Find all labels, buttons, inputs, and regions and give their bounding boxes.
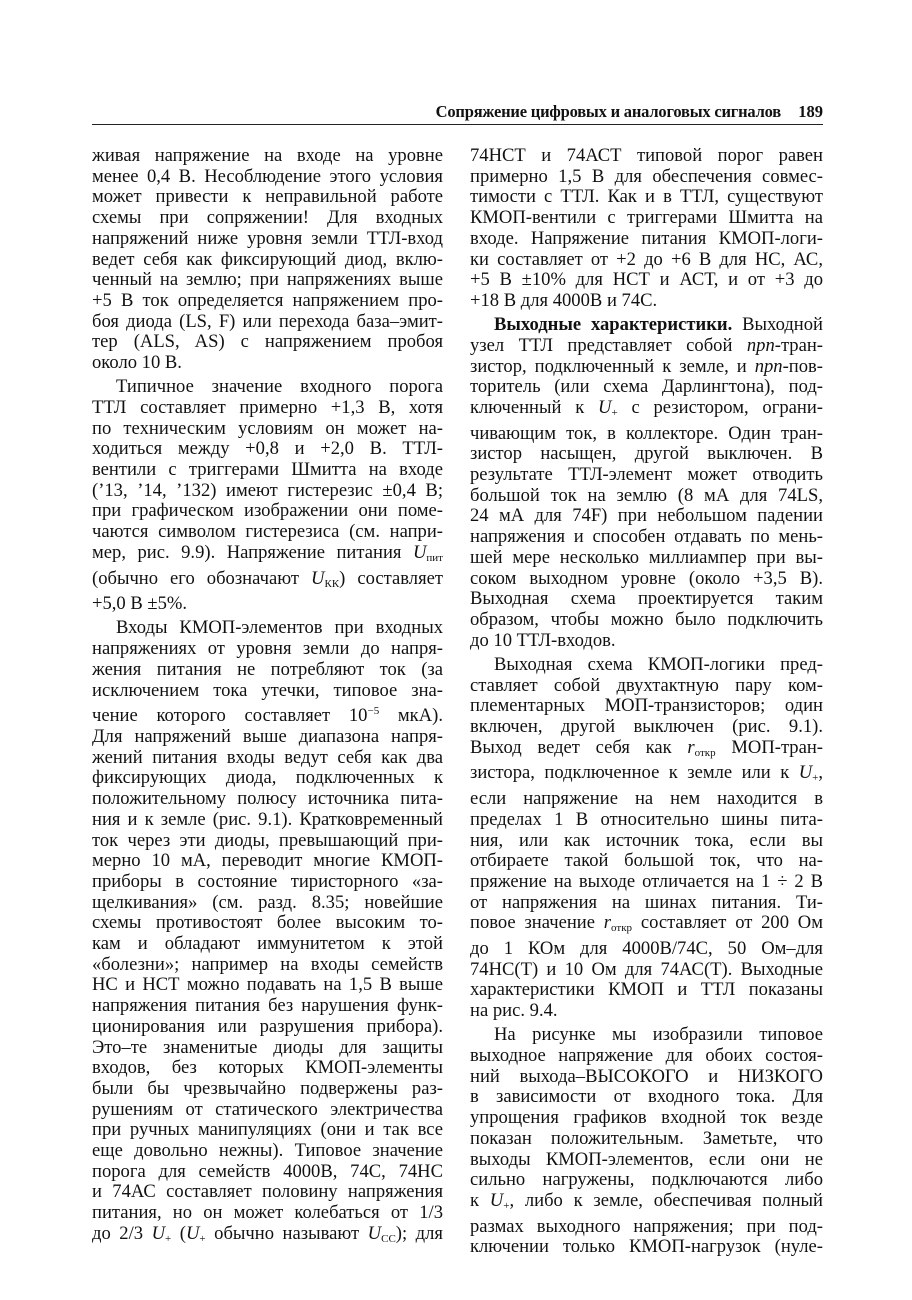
text-line: напряжения питания без нарушения функ- (92, 995, 443, 1017)
paragraph (92, 146, 443, 374)
text-line (470, 357, 823, 378)
text-run: npn (754, 355, 783, 377)
text-line: +5,0 В ±5%. (92, 593, 188, 615)
text-line: показан положительным. Заметьте, что (470, 1127, 823, 1149)
text-run: МОП-тран- (715, 736, 823, 758)
text-run: U (412, 541, 427, 563)
text-line: приборы в состояние тиристорного «за- (92, 870, 443, 892)
subscript: пит (426, 551, 443, 564)
text-line: размах выходного напряжения; при под- (470, 1215, 823, 1237)
subscript: + (611, 406, 618, 419)
text-line: ченный на землю; при напряжениях выше (92, 269, 443, 291)
subscript: + (199, 1232, 206, 1245)
text-run: ( (171, 1222, 186, 1244)
text-line: питания, но он может колебаться от 1/3 (92, 1202, 443, 1224)
text-line: ционирования или разрушения прибора). (92, 1015, 443, 1037)
text-line: примерно 1,5 В для обеспечения совмес- (470, 165, 823, 187)
subscript: + (503, 1199, 510, 1212)
subscript: КК (324, 577, 340, 590)
text-run: зистор, подключенный к земле, и (470, 355, 755, 377)
text-run: до 2/3 (92, 1222, 152, 1244)
text-line: если напряжение на нем находится в (470, 788, 823, 810)
text-run: ключенный к (470, 396, 599, 418)
text-run: , (818, 762, 823, 784)
text-line: Типичное значение входного порога (116, 376, 443, 398)
text-run: r (687, 736, 695, 758)
text-line: мерно 10 мА, переводит многие КМОП- (92, 850, 443, 872)
text-line (92, 1224, 443, 1250)
text-line: На рисунке мы изобразили типовое (494, 1024, 823, 1046)
text-line: «болезни»; например на входы семейств (92, 953, 443, 975)
text-line: до 10 ТТЛ-входов. (470, 629, 616, 651)
paragraph (470, 146, 823, 312)
text-line: Для напряжений выше диапазона напря- (92, 725, 443, 747)
text-line: выходы КМОП-элементов, если они не (470, 1148, 823, 1170)
text-line: еще довольно нежны). Типовое значение (92, 1140, 443, 1162)
text-line (470, 336, 823, 357)
text-line: результате ТТЛ-элемент может отводить (470, 464, 823, 486)
text-run: (обычно его обозначают (92, 567, 312, 589)
text-run: чение которого составляет 10 (92, 705, 368, 727)
text-line: отбираете такой большой ток, что на- (470, 850, 823, 872)
text-line: напряжений ниже уровня земли ТТЛ-вход (92, 227, 443, 249)
text-line: Выходная схема КМОП-логики пред- (494, 653, 823, 675)
text-line: порога для семейств 4000В, 74С, 74НС (92, 1160, 443, 1182)
text-line: фиксирующих диода, подключенных к (92, 767, 443, 789)
text-line: 74НСТ и 74АСТ типовой порог равен (470, 145, 823, 166)
text-line: схемы при сопряжении! Для входных (92, 207, 443, 229)
paragraph (92, 377, 443, 615)
text-line: в зависимости от входного тока. Для (470, 1086, 823, 1108)
text-line: входе. Напряжение питания КМОП-логи- (470, 227, 823, 249)
text-line: сильно нагружены, подключаются либо (470, 1169, 823, 1191)
text-line: чивающим ток, в коллекторе. Один тран- (470, 422, 823, 444)
text-line: ключении только КМОП-нагрузок (нуле- (470, 1236, 823, 1258)
text-line: ток через эти диоды, превышающий при- (92, 829, 443, 851)
subscript: откр (694, 746, 716, 759)
text-line: включен, другой выключен (рис. 9.1). (470, 715, 823, 737)
text-line: ведет себя как фиксирующий диод, вклю- (92, 248, 443, 270)
text-line: НС и НСТ можно подавать на 1,5 В выше (92, 974, 443, 996)
text-line: при графическом изображении они поме- (92, 500, 443, 522)
text-line: образом, чтобы можно было подключить (470, 608, 823, 630)
subscript: CC (381, 1232, 396, 1245)
text-line: чаются символом гистерезиса (см. напри- (92, 521, 443, 543)
text-line: ния и к земле (рис. 9.1). Кратковременный (92, 808, 443, 830)
text-line: соком выходном уровне (около +3,5 В). (470, 567, 823, 589)
text-line: 74НС(Т) и 10 Ом для 74АС(Т). Выходные (470, 958, 823, 980)
text-line: напряжения и способен отдавать по мень- (470, 526, 823, 548)
text-line (470, 398, 823, 424)
text-line: большой ток на землю (8 мА для 74LS, (470, 484, 823, 506)
text-line: жения питания не потребляют ток (за (92, 658, 443, 680)
text-run: Выход ведет себя как (470, 736, 688, 758)
text-line (470, 315, 823, 336)
text-line: от напряжения на шинах питания. Ти- (470, 891, 823, 913)
text-run: составляет от 200 Ом (632, 912, 823, 934)
text-line: схемы противостоят более высоким то- (92, 912, 443, 934)
text-line: боя диода (LS, F) или перехода база–эмит- (92, 310, 443, 332)
subscript: + (165, 1232, 172, 1245)
text-line: Выходная схема проектируется таким (470, 588, 823, 610)
text-line: кам и обладают иммунитетом к этой (92, 933, 443, 955)
text-line: Входы КМОП-элементов при входных (116, 617, 443, 639)
text-line: шей мере несколько миллиампер при вы- (470, 546, 823, 568)
text-line: 24 мА для 74F) при небольшом падении (470, 505, 823, 527)
text-line: по техническим условиям он может на- (92, 417, 443, 439)
text-run: r (603, 912, 612, 934)
text-line: были бы чрезвычайно подвержены раз- (92, 1077, 443, 1099)
text-run: с резистором, ограни- (617, 396, 823, 418)
text-line: щелкивания» (см. разд. 8.35; новейшие (92, 891, 443, 913)
text-run: ) составляет (339, 567, 443, 589)
text-run: U (367, 1222, 382, 1244)
text-line: может привести к неправильной работе (92, 186, 443, 208)
text-line: жений питания входы ведут себя как два (92, 746, 443, 768)
text-line: +18 В для 4000В и 74С. (470, 289, 658, 311)
text-run: к (470, 1189, 490, 1211)
text-run: -пов- (782, 355, 823, 377)
text-line: менее 0,4 В. Несоблюдение этого условия (92, 165, 443, 187)
text-run: U (185, 1222, 200, 1244)
text-run: U (311, 567, 325, 589)
text-line: (’13, ’14, ’132) имеют гистерезис ±0,4 В; (92, 479, 443, 501)
running-header-title: Сопряжение цифровых и аналоговых сигналов (435, 102, 781, 121)
subscript: + (812, 772, 819, 785)
text-line (92, 701, 443, 727)
text-line: положительному полюсу источника пита- (92, 788, 443, 810)
text-run: U (151, 1222, 166, 1244)
page-number: 189 (798, 102, 823, 121)
text-run: мкА). (379, 705, 443, 727)
text-run: U (489, 1189, 504, 1211)
text-line: торитель (или схема Дарлингтона), под- (470, 376, 823, 398)
text-line: зистор насыщен, другой выключен. В (470, 443, 823, 465)
text-line (470, 738, 823, 764)
text-line: ки составляет от +2 до +6 В для НС, АС, (470, 248, 823, 270)
text-line: вентили с триггерами Шмитта на входе (92, 459, 443, 481)
text-line: +5 В ток определяется напряжением про- (92, 289, 443, 311)
text-line (92, 569, 443, 595)
text-line: рушениям от статического электричества (92, 1098, 443, 1120)
text-run: повое значение (470, 912, 604, 934)
text-line: плементарных МОП-транзисторов; один (470, 695, 823, 717)
text-line: живая напряжение на входе на уровне (92, 145, 443, 166)
text-line: исключением тока утечки, типовое зна- (92, 679, 443, 701)
text-line: при ручных манипуляциях (они и так все (92, 1119, 443, 1141)
text-column-right (470, 146, 823, 1262)
text-run: , либо к земле, обеспечивая полный (509, 1189, 823, 1211)
text-line: +5 В ±10% для НСТ и АСТ, и от +3 до (470, 269, 823, 291)
text-run: узел ТТЛ представляет собой (470, 334, 747, 356)
text-line (470, 763, 823, 789)
text-line (92, 543, 443, 569)
text-line: пределах 1 В относительно шины пита- (470, 808, 823, 830)
text-line: ставляет собой двухтактную пару ком- (470, 674, 823, 696)
text-line: на рис. 9.4. (470, 1000, 558, 1022)
text-line: около 10 В. (92, 352, 182, 374)
text-line (470, 913, 823, 939)
text-run: зистора, подключенное к земле или к (470, 762, 799, 784)
text-line: ТТЛ составляет примерно +1,3 В, хотя (92, 396, 443, 418)
text-line: входов, без которых КМОП-элементы (92, 1057, 443, 1079)
text-line: Это–те знаменитые диоды для защиты (92, 1036, 443, 1058)
text-column-left (92, 146, 443, 1253)
text-line: тимости с ТТЛ. Как и в ТТЛ, существуют (470, 186, 823, 208)
text-run: U (598, 396, 612, 418)
text-line: КМОП-вентили с триггерами Шмитта на (470, 207, 823, 229)
superscript: −5 (367, 705, 380, 718)
paragraph (470, 655, 823, 1022)
text-run: U (798, 762, 813, 784)
text-line: характеристики КМОП и ТТЛ показаны (470, 979, 823, 1001)
text-line: тер (ALS, AS) с напряжением пробоя (92, 331, 443, 353)
text-line: и 74АС составляет половину напряжения (92, 1181, 443, 1203)
paragraph (92, 618, 443, 1249)
text-line (470, 1191, 823, 1217)
paragraph (470, 1025, 823, 1258)
running-header (92, 100, 823, 125)
text-run: мер, рис. 9.9). Напряжение питания (92, 541, 413, 563)
text-line: выходное напряжение для обоих состоя- (470, 1045, 823, 1067)
text-run: Выходной (732, 314, 823, 336)
text-line: напряжениях от уровня земли до напря- (92, 638, 443, 660)
text-run: обычно называют (205, 1222, 368, 1244)
text-line: до 1 КОм для 4000В/74С, 50 Ом–для (470, 938, 823, 960)
text-run: -тран- (774, 334, 823, 356)
paragraph (470, 315, 823, 651)
text-line: пряжение на выходе отличается на 1 ÷ 2 В (470, 870, 823, 892)
text-line: ний выхода–ВЫСОКОГО и НИЗКОГО (470, 1065, 823, 1087)
text-line: ния, или как источник тока, если вы (470, 829, 823, 851)
text-line: ходиться между +0,8 и +2,0 В. ТТЛ- (92, 438, 443, 460)
text-run: ); для (395, 1222, 443, 1244)
subscript: откр (611, 922, 633, 935)
bold-run-in-heading: Выходные характеристики. (494, 314, 733, 336)
text-line: упрощения графиков входной ток везде (470, 1107, 823, 1129)
text-run: npn (746, 334, 775, 356)
